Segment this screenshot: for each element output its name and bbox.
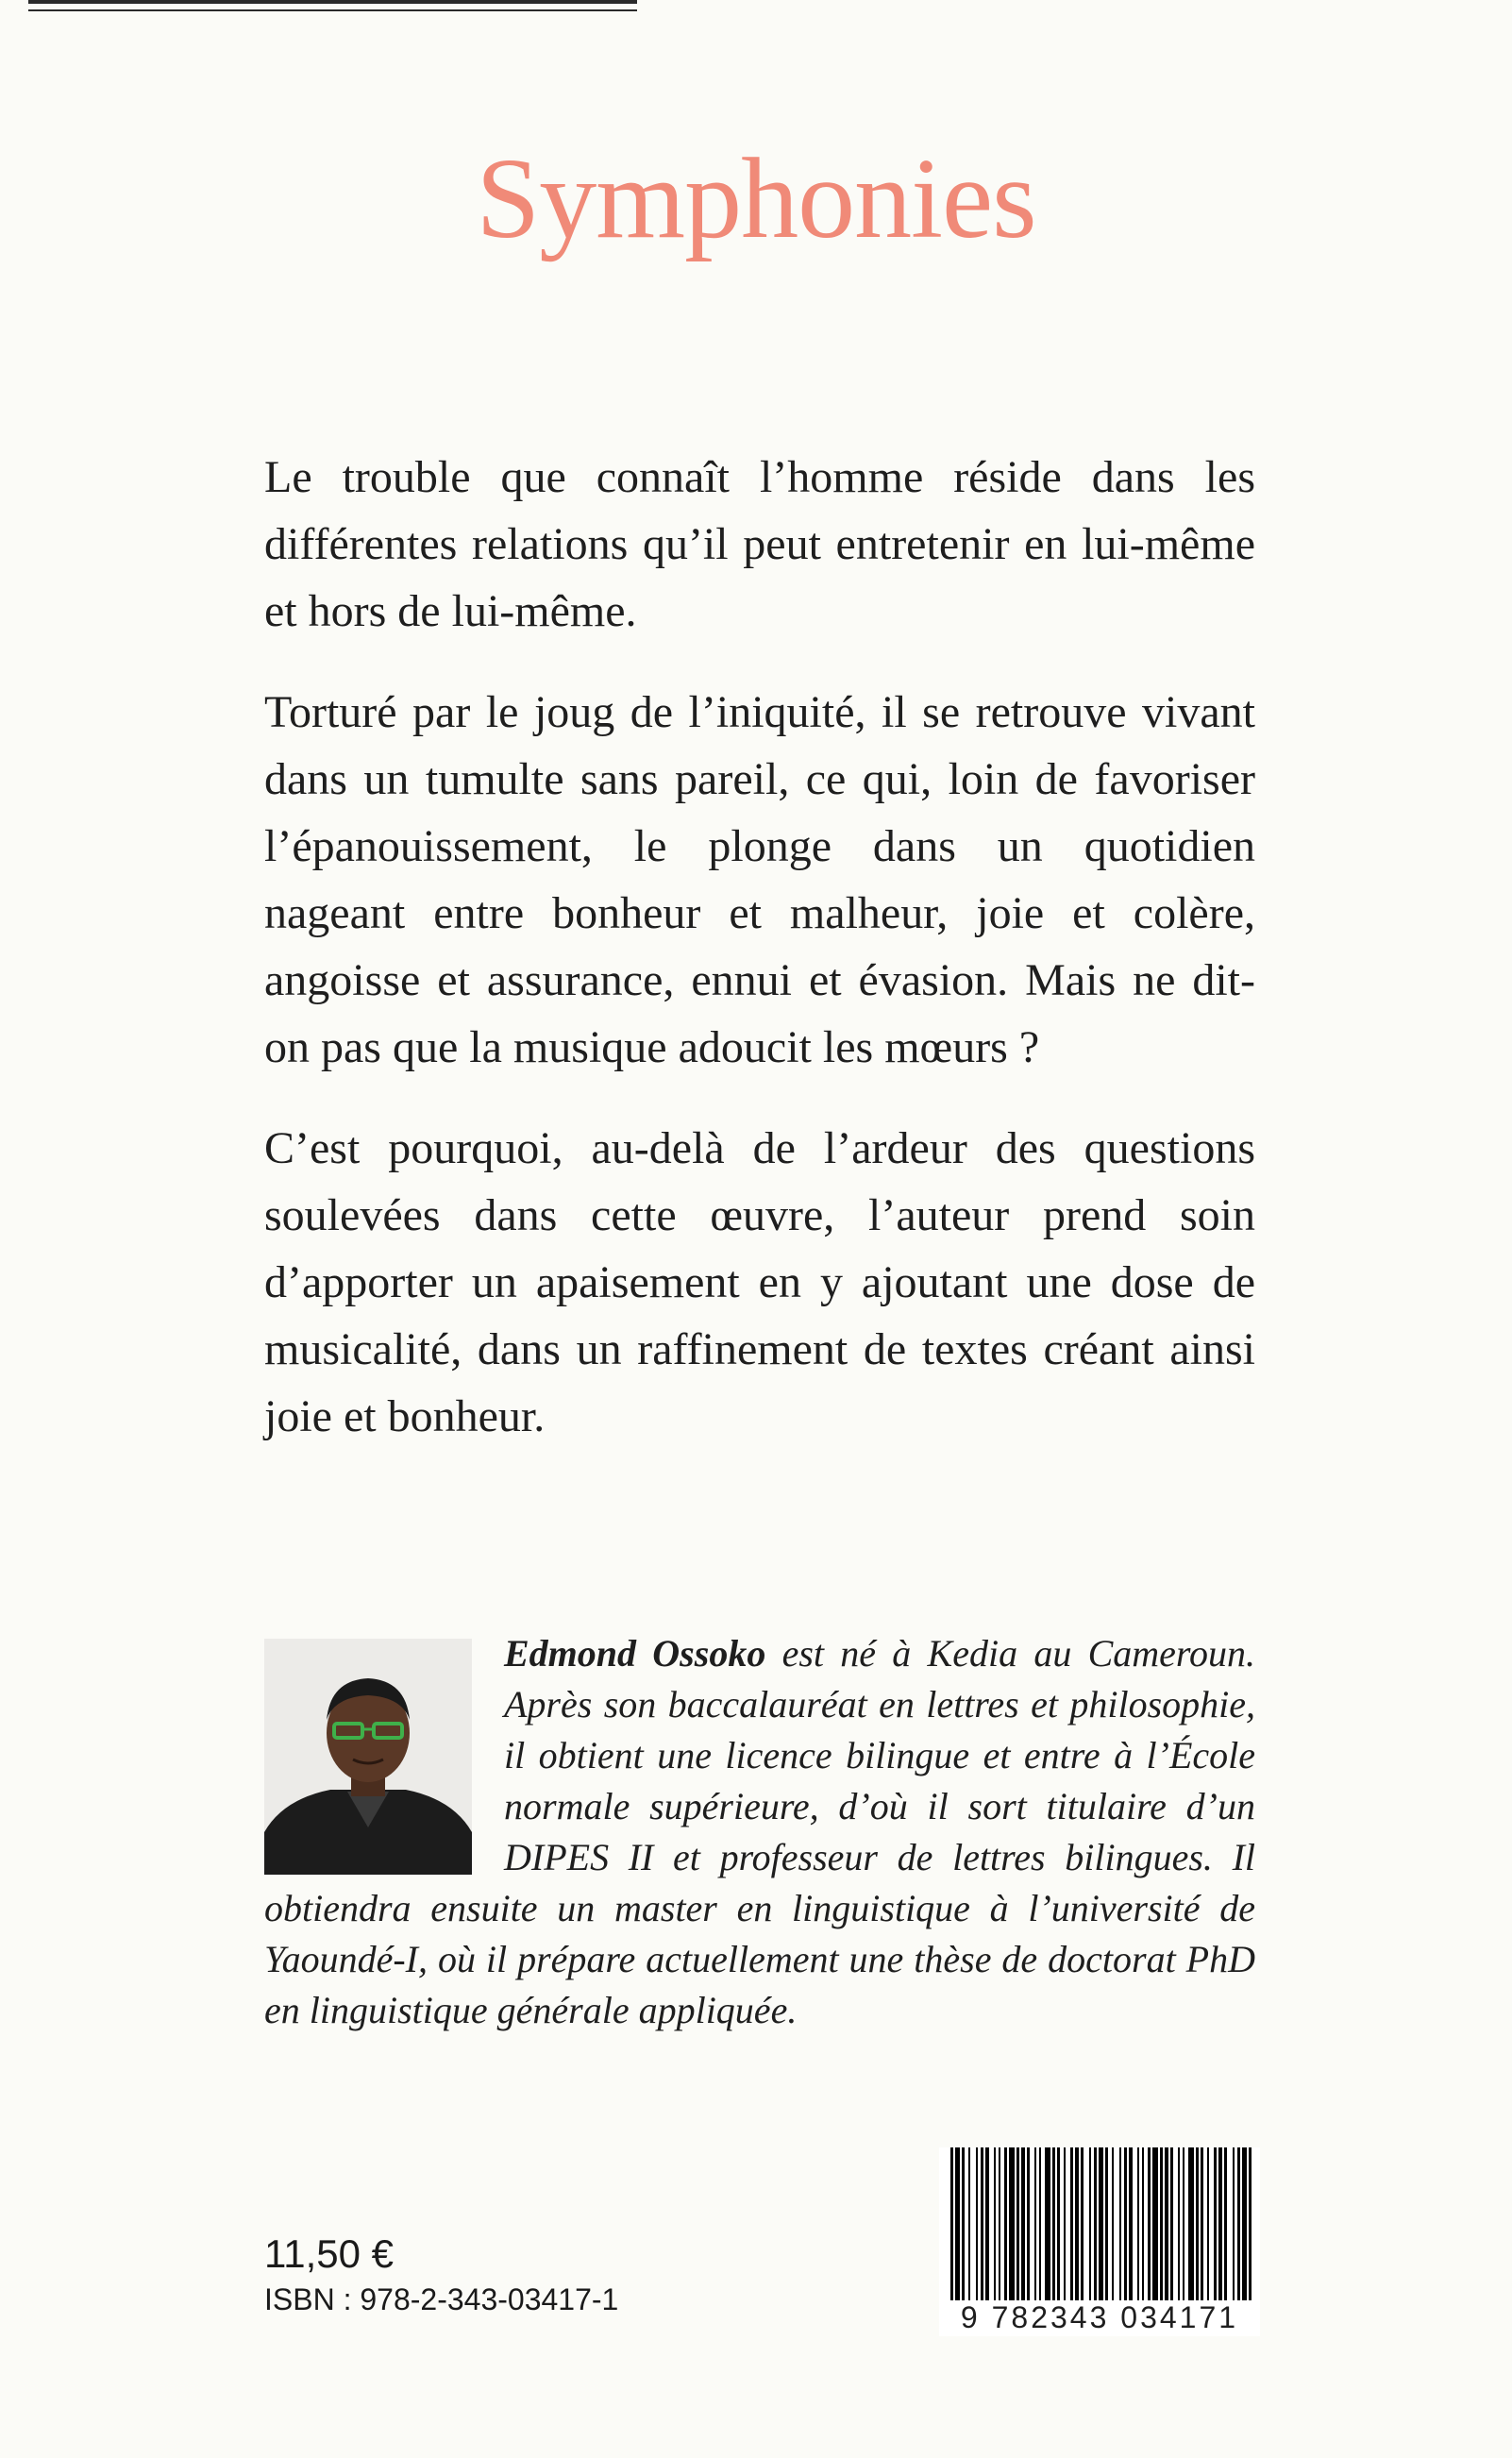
author-name: Edmond Ossoko bbox=[504, 1632, 766, 1675]
blurb-paragraph-2: Torturé par le joug de l’iniquité, il se retrouve vivant dans un tumulte sans pareil, ce qui, loin de favoriser l’épanouissement, le plonge dans un quotidien nageant entre bonheur et malheur, joie et colère, angoisse et assurance, ennui et évasion. Mais ne dit-on pas que la musique adoucit les mœurs ? bbox=[264, 687, 1255, 1072]
book-title: Symphonies bbox=[476, 135, 1036, 262]
isbn-label: ISBN : 978-2-343-03417-1 bbox=[264, 2282, 619, 2316]
barcode-digits: 9 782343 034171 bbox=[939, 2300, 1260, 2334]
blurb-paragraph-1: Le trouble que connaît l’homme réside dans les différentes relations qu’il peut entretenir en lui-même et hors de lui-même. bbox=[264, 452, 1255, 636]
author-bio-text: est né à Kedia au Cameroun. Après son baccalauréat en lettres et philosophie, il obtient une licence bilingue et entre à l’École normale supérieure, d’où il sort titulaire d’un DIPES II et professeur de lettres bilingues. Il obtiendra ensuite un master en linguistique à l’université de Yaoundé-I, où il prépare actuellement une thèse de doctorat PhD en linguistique générale appliquée. bbox=[264, 1632, 1256, 2031]
price-label: 11,50 € bbox=[264, 2231, 395, 2276]
author-photo bbox=[264, 1639, 472, 1875]
isbn-barcode bbox=[939, 2147, 1260, 2336]
author-bio-block bbox=[264, 1628, 1255, 2036]
top-rule bbox=[28, 0, 637, 11]
barcode-bars-icon bbox=[939, 2147, 1260, 2308]
back-cover-blurb bbox=[264, 444, 1255, 1484]
blurb-paragraph-3: C’est pourquoi, au-delà de l’ardeur des questions soulevées dans cette œuvre, l’auteur prend soin d’apporter un apaisement en y ajoutant une dose de musicalité, dans un raffinement de textes créant ainsi joie et bonheur. bbox=[264, 1123, 1255, 1441]
author-portrait-icon bbox=[264, 1639, 472, 1875]
